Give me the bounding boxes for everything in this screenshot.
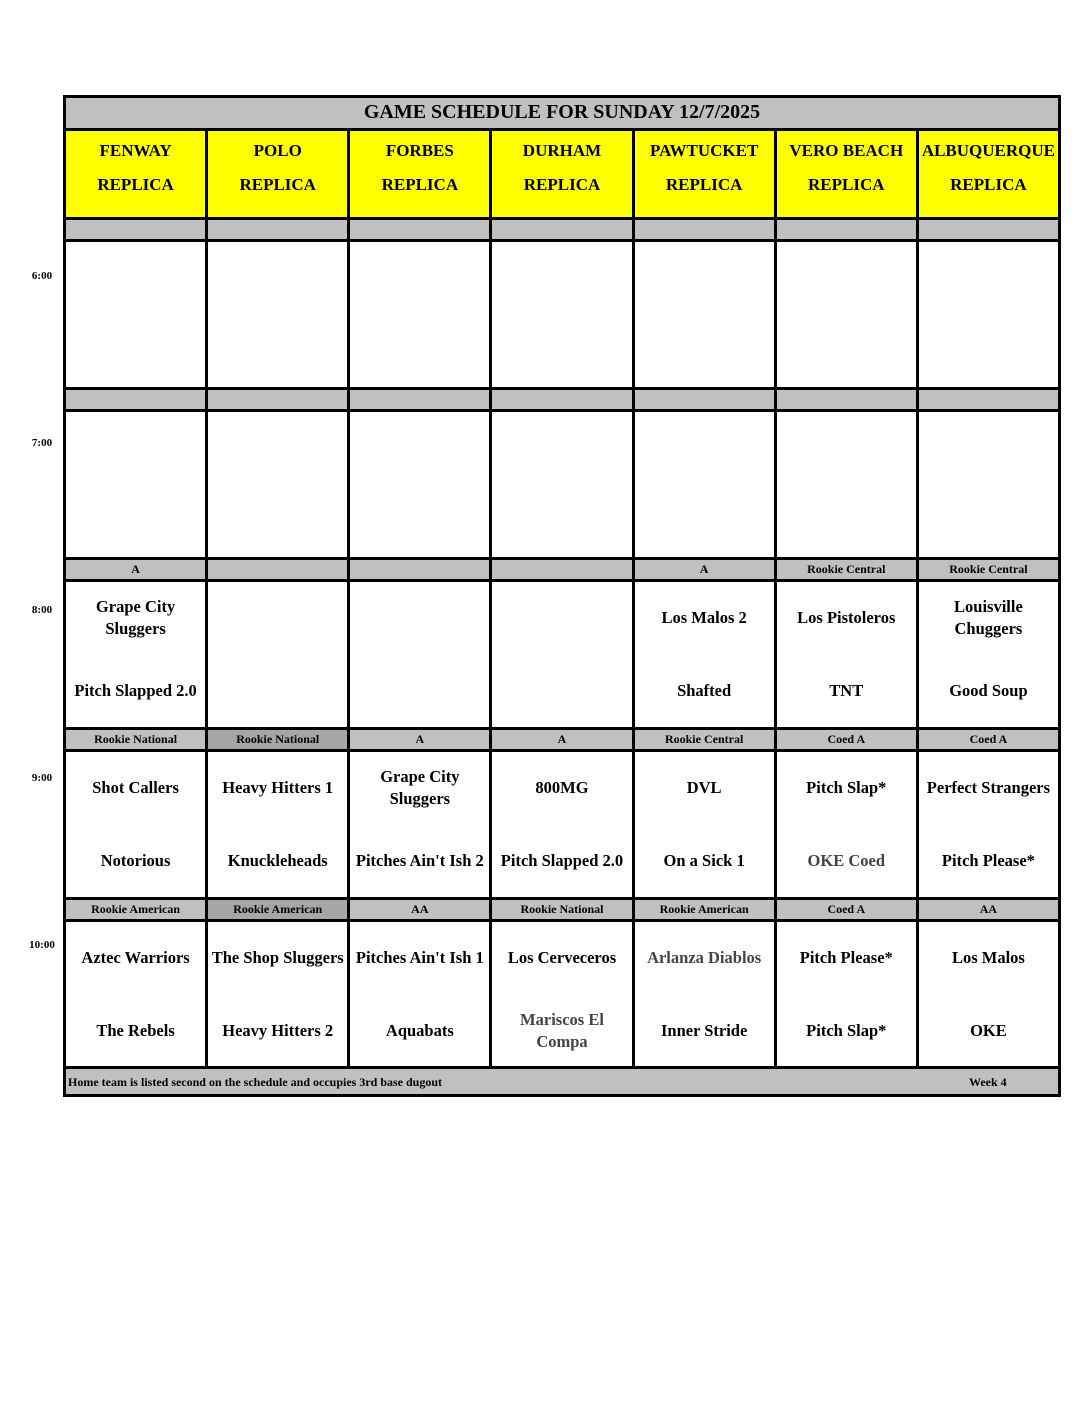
home-team: Aquabats — [385, 1021, 454, 1040]
home-team: On a Sick 1 — [663, 851, 745, 870]
field-subtitle: REPLICA — [239, 175, 316, 194]
away-team: Los Malos — [951, 948, 1025, 967]
division-label: Rookie American — [208, 900, 350, 919]
game-cell — [208, 412, 350, 557]
field-name: POLO — [253, 141, 302, 160]
division-label — [350, 390, 492, 409]
game-cell — [66, 922, 208, 1066]
game-cell — [777, 412, 919, 557]
game-cell — [350, 582, 492, 727]
field-header-durham — [492, 131, 634, 217]
field-name: FORBES — [385, 141, 454, 160]
game-cell — [66, 242, 208, 387]
home-team: Pitch Slapped 2.0 — [500, 851, 624, 870]
time-label: 6:00 — [31, 270, 53, 282]
away-team: Pitch Slap* — [806, 778, 887, 797]
division-label: AA — [919, 900, 1058, 919]
game-row — [66, 922, 1058, 1069]
field-name: VERO BEACH — [789, 141, 904, 160]
division-label: A — [350, 730, 492, 749]
division-label: AA — [350, 900, 492, 919]
game-cell — [350, 752, 492, 897]
away-team: Pitches Ain't Ish 1 — [355, 948, 484, 967]
game-cell — [492, 922, 634, 1066]
time-label: 9:00 — [31, 772, 53, 784]
home-team: Pitch Slap* — [806, 1021, 887, 1040]
game-cell — [919, 242, 1058, 387]
home-team: The Rebels — [96, 1021, 175, 1040]
game-cell — [492, 412, 634, 557]
division-label — [492, 390, 634, 409]
schedule-title: GAME SCHEDULE FOR SUNDAY 12/7/2025 — [66, 98, 1058, 131]
schedule-footer — [66, 1069, 1058, 1094]
game-row — [66, 582, 1058, 730]
home-team: TNT — [829, 681, 864, 700]
home-team: Pitch Please* — [941, 851, 1035, 870]
time-label: 7:00 — [31, 437, 53, 449]
away-team: Louisville Chuggers — [954, 597, 1023, 638]
game-cell — [350, 412, 492, 557]
division-label — [350, 220, 492, 239]
division-label — [66, 390, 208, 409]
home-team: Notorious — [100, 851, 171, 870]
division-label: Coed A — [777, 900, 919, 919]
game-cell — [635, 922, 777, 1066]
game-row — [66, 752, 1058, 900]
home-team: Mariscos El Compa — [520, 1010, 604, 1051]
division-row — [66, 560, 1058, 582]
division-label — [208, 220, 350, 239]
game-cell — [635, 752, 777, 897]
field-name: DURHAM — [522, 141, 602, 160]
game-cell — [208, 582, 350, 727]
field-name: PAWTUCKET — [649, 141, 759, 160]
game-cell — [208, 242, 350, 387]
game-row — [66, 242, 1058, 390]
week-label: Week 4 — [969, 1075, 1007, 1089]
game-cell — [350, 922, 492, 1066]
game-cell — [777, 582, 919, 727]
field-subtitle: REPLICA — [808, 175, 885, 194]
field-header-forbes — [350, 131, 492, 217]
game-cell — [492, 752, 634, 897]
field-header-polo — [208, 131, 350, 217]
division-label: A — [635, 560, 777, 579]
division-label — [919, 220, 1058, 239]
division-row — [66, 730, 1058, 752]
away-team: Perfect Strangers — [926, 778, 1051, 797]
division-label: Rookie National — [492, 900, 634, 919]
field-name: ALBUQUERQUE — [921, 141, 1055, 160]
division-label: Rookie Central — [919, 560, 1058, 579]
division-label: A — [492, 730, 634, 749]
game-schedule-table — [63, 95, 1061, 1097]
division-row — [66, 220, 1058, 242]
division-label — [350, 560, 492, 579]
division-label: Coed A — [777, 730, 919, 749]
division-label: Coed A — [919, 730, 1058, 749]
home-team: Pitches Ain't Ish 2 — [355, 851, 484, 870]
home-team: Inner Stride — [660, 1021, 748, 1040]
game-cell — [208, 922, 350, 1066]
game-cell — [919, 752, 1058, 897]
division-row — [66, 900, 1058, 922]
footer-note: Home team is listed second on the schedule and occupies 3rd base dugout — [68, 1075, 443, 1089]
game-cell — [635, 582, 777, 727]
away-team: DVL — [686, 778, 722, 797]
away-team: Heavy Hitters 1 — [222, 778, 334, 797]
away-team: Arlanza Diablos — [647, 948, 762, 967]
field-subtitle: REPLICA — [97, 175, 174, 194]
game-cell — [635, 412, 777, 557]
division-label: Rookie Central — [635, 730, 777, 749]
away-team: 800MG — [535, 778, 589, 797]
game-cell — [919, 412, 1058, 557]
away-team: Shot Callers — [92, 778, 179, 797]
division-label: A — [66, 560, 208, 579]
division-label — [492, 560, 634, 579]
time-label: 8:00 — [31, 604, 53, 616]
division-label: Rookie National — [66, 730, 208, 749]
away-team: Grape City Sluggers — [95, 597, 176, 638]
field-subtitle: REPLICA — [950, 175, 1027, 194]
home-team: Knuckleheads — [227, 851, 328, 870]
division-label: Rookie National — [208, 730, 350, 749]
away-team: Pitch Please* — [799, 948, 893, 967]
division-label — [777, 220, 919, 239]
field-subtitle: REPLICA — [523, 175, 601, 194]
home-team: Good Soup — [949, 681, 1028, 700]
field-subtitle: REPLICA — [665, 175, 743, 194]
time-label: 10:00 — [29, 939, 55, 951]
field-subtitle: REPLICA — [381, 175, 459, 194]
division-label — [208, 560, 350, 579]
game-cell — [777, 242, 919, 387]
game-cell — [777, 752, 919, 897]
division-label — [492, 220, 634, 239]
game-cell — [919, 922, 1058, 1066]
division-label — [208, 390, 350, 409]
division-label: Rookie American — [66, 900, 208, 919]
field-header-albuquerque — [919, 131, 1058, 217]
game-cell — [66, 752, 208, 897]
division-label: Rookie Central — [777, 560, 919, 579]
game-cell — [777, 922, 919, 1066]
home-team: Pitch Slapped 2.0 — [74, 681, 197, 700]
home-team: OKE — [970, 1021, 1007, 1040]
game-cell — [492, 242, 634, 387]
time-slots — [66, 220, 1058, 1069]
division-label — [66, 220, 208, 239]
away-team: Los Cerveceros — [507, 948, 617, 967]
division-row — [66, 390, 1058, 412]
away-team: Aztec Warriors — [81, 948, 190, 967]
game-cell — [208, 752, 350, 897]
away-team: Grape City Sluggers — [380, 767, 460, 808]
division-label — [635, 220, 777, 239]
division-label: Rookie American — [635, 900, 777, 919]
field-header-pawtucket — [635, 131, 777, 217]
division-label — [635, 390, 777, 409]
field-name: FENWAY — [99, 141, 172, 160]
game-cell — [635, 242, 777, 387]
game-row — [66, 412, 1058, 560]
away-team: Los Pistoleros — [797, 608, 896, 627]
game-cell — [66, 412, 208, 557]
game-cell — [66, 582, 208, 727]
field-header-vero-beach — [777, 131, 919, 217]
game-cell — [919, 582, 1058, 727]
away-team: The Shop Sluggers — [211, 948, 344, 967]
field-header-row — [66, 131, 1058, 220]
away-team: Los Malos 2 — [661, 608, 747, 627]
home-team: Shafted — [677, 681, 732, 700]
home-team: OKE Coed — [807, 851, 885, 870]
game-cell — [492, 582, 634, 727]
division-label — [919, 390, 1058, 409]
division-label — [777, 390, 919, 409]
home-team: Heavy Hitters 2 — [222, 1021, 334, 1040]
game-cell — [350, 242, 492, 387]
field-header-fenway — [66, 131, 208, 217]
